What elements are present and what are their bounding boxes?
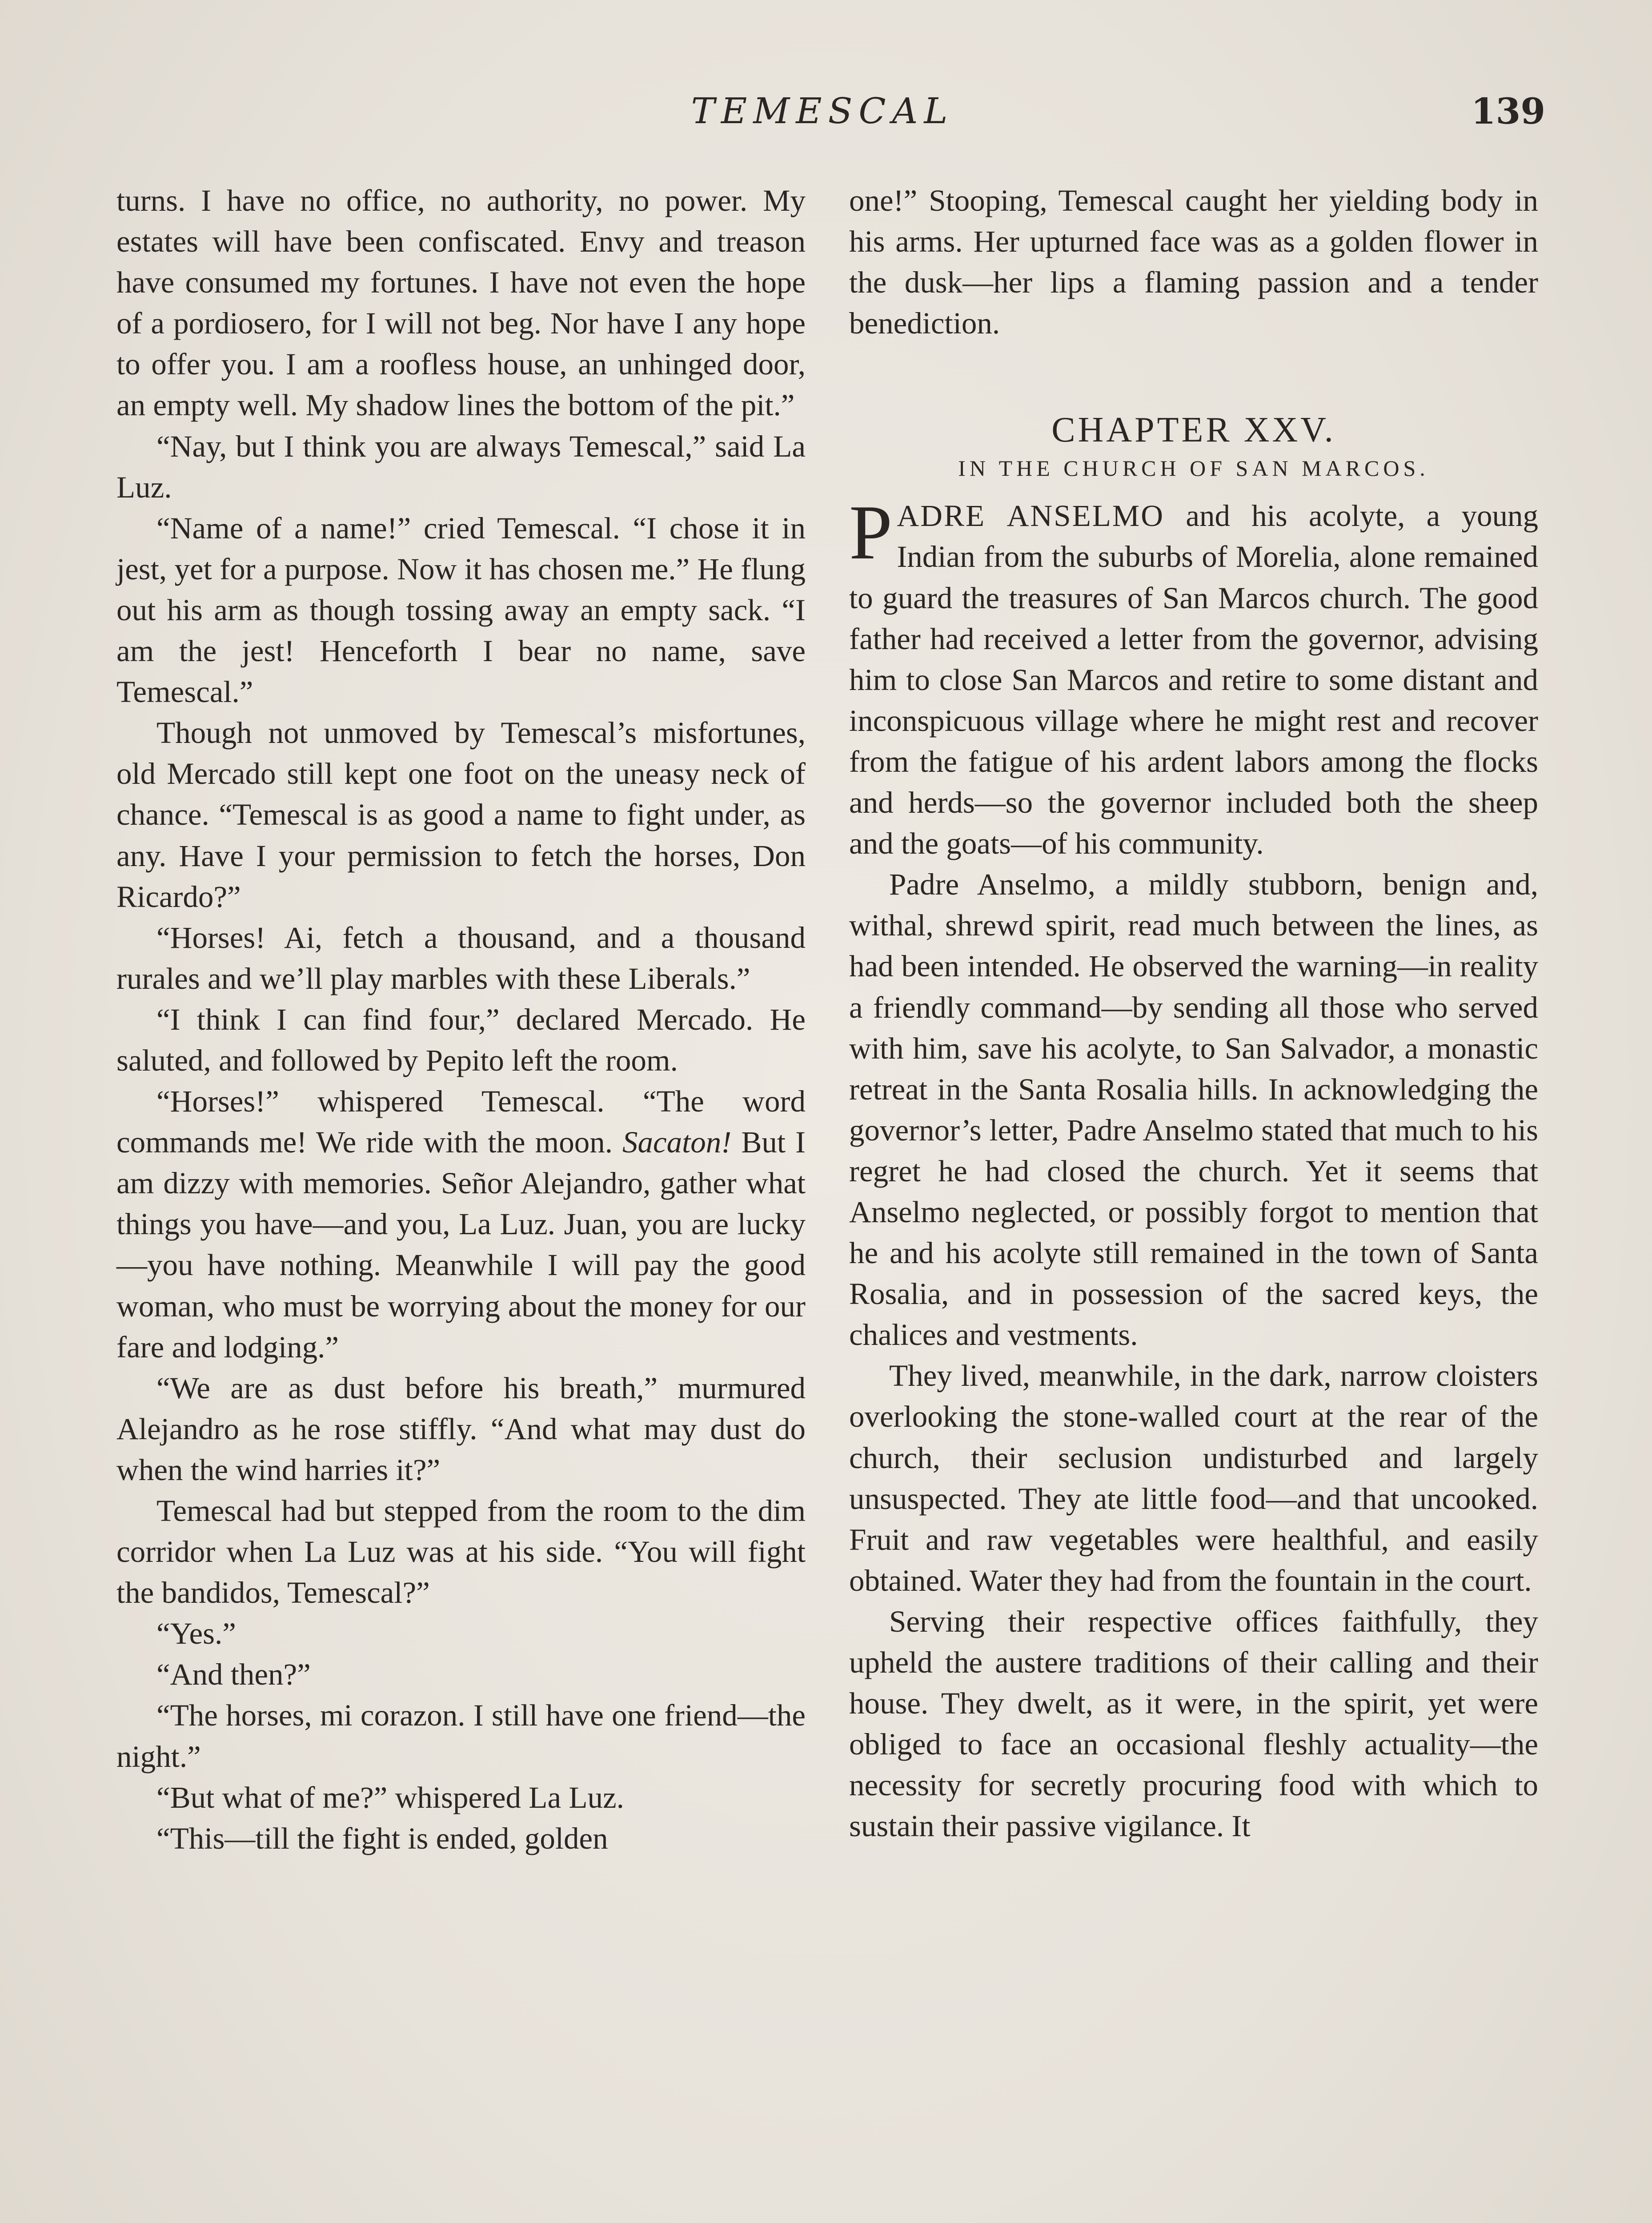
left-column: [116, 180, 806, 1859]
text-run: But I am dizzy with memories. Señor Alejandro, gather what things you have—and you, La Luz. Juan, you are lucky—you have nothing. Meanwhile I will pay the good woman, who must be worrying about the money for our fare and lodging.”: [116, 1125, 806, 1364]
italic-word: Sacaton!: [622, 1125, 732, 1160]
text-run: “Horses!” whispered Temescal. “The word commands me! We ride with the moon.: [116, 1084, 806, 1160]
paragraph: “The horses, mi corazon. I still have one friend—the night.”: [116, 1698, 806, 1774]
text-run: and his acolyte, a young Indian from the suburbs of Morelia, alone remained to guard the treasures of San Marcos church. The good father had received a letter from the governor, advising him to close San Marcos and retire to some distant and inconspicuous village where he might rest and recover from the fatigue of his ardent labors among the flocks and herds—so the governor included both the sheep and the goats—of his community.: [849, 499, 1538, 861]
paragraph: “But what of me?” whispered La Luz.: [156, 1780, 624, 1814]
paragraph: Temescal had but stepped from the room to the dim corridor when La Luz was at his side. “You will fight the bandidos, Temescal?”: [116, 1494, 806, 1610]
chapter-opening-paragraph: [849, 489, 1538, 864]
drop-cap: P: [849, 489, 893, 576]
paragraph: [116, 1081, 806, 1368]
paragraph: They lived, meanwhile, in the dark, narrow cloisters overlooking the stone-walled court at the rear of the church, their seclusion undisturbed and largely unsuspected. They ate little food—and that uncooked. Fruit and raw vegetables were healthful, and easily obtained. Water they had from the fountain in the court.: [849, 1359, 1538, 1597]
opening-caps: ADRE ANSELMO: [897, 499, 1165, 533]
paragraph: “We are as dust before his breath,” murmured Alejandro as he rose stiffly. “And what may dust do when the wind harries it?”: [116, 1371, 806, 1487]
paragraph: “Yes.”: [156, 1617, 236, 1651]
paragraph: “This—till the fight is ended, golden: [156, 1821, 608, 1855]
running-title: TEMESCAL: [691, 90, 954, 132]
paragraph: “Nay, but I think you are always Temescal,” said La Luz.: [116, 429, 806, 504]
paragraph: Though not unmoved by Temescal’s misfortunes, old Mercado still kept one foot on the uneasy neck of chance. “Temescal is as good a name to fight under, as any. Have I your permission to fetch the horses, Don Ricardo?”: [116, 716, 806, 914]
paragraph: “Horses! Ai, fetch a thousand, and a thousand rurales and we’ll play marbles with these Liberals.”: [116, 920, 806, 995]
paragraph: Serving their respective offices faithfully, they upheld the austere traditions of their calling and their house. They dwelt, as it were, in the spirit, yet were obliged to face an occasional fleshly actuality—the necessity for secretly procuring food with which to sustain their passive vigilance. It: [849, 1604, 1538, 1843]
paragraph: turns. I have no office, no authority, no power. My estates will have been confiscated. Envy and treason have consumed my fortunes. I have not even the hope of a pordiosero, for I will not beg. Nor have I any hope to offer you. I am a roofless house, an unhinged door, an empty well. My shadow lines the bottom of the pit.”: [116, 184, 806, 422]
chapter-heading: CHAPTER XXV.: [1051, 410, 1336, 450]
paragraph: “And then?”: [156, 1657, 311, 1692]
paragraph: Padre Anselmo, a mildly stubborn, benign and, withal, shrewd spirit, read much between the lines, as had been intended. He observed the warning—in reality a friendly command—by sending all those who served with him, save his acolyte, to San Salvador, a monastic retreat in the Santa Rosalia hills. In acknowledging the governor’s letter, Padre Anselmo stated that much to his regret he had closed the church. Yet it seems that Anselmo neglected, or possibly forgot to mention that he and his acolyte still remained in the town of Santa Rosalia, and in possession of the sacred keys, the chalices and vestments.: [849, 867, 1538, 1352]
paragraph: one!” Stooping, Temescal caught her yielding body in his arms. Her upturned face was as a golden flower in the dusk—her lips a flaming passion and a tender benediction.: [849, 184, 1538, 341]
chapter-subtitle: IN THE CHURCH OF SAN MARCOS.: [958, 456, 1429, 481]
paragraph: “I think I can find four,” declared Mercado. He saluted, and followed by Pepito left the room.: [116, 1002, 806, 1077]
page-number: 139: [1471, 90, 1545, 132]
paragraph: “Name of a name!” cried Temescal. “I chose it in jest, yet for a purpose. Now it has chosen me.” He flung out his arm as though tossing away an empty sack. “I am the jest! Henceforth I bear no name, save Temescal.”: [116, 511, 806, 709]
right-column: [849, 180, 1538, 1846]
